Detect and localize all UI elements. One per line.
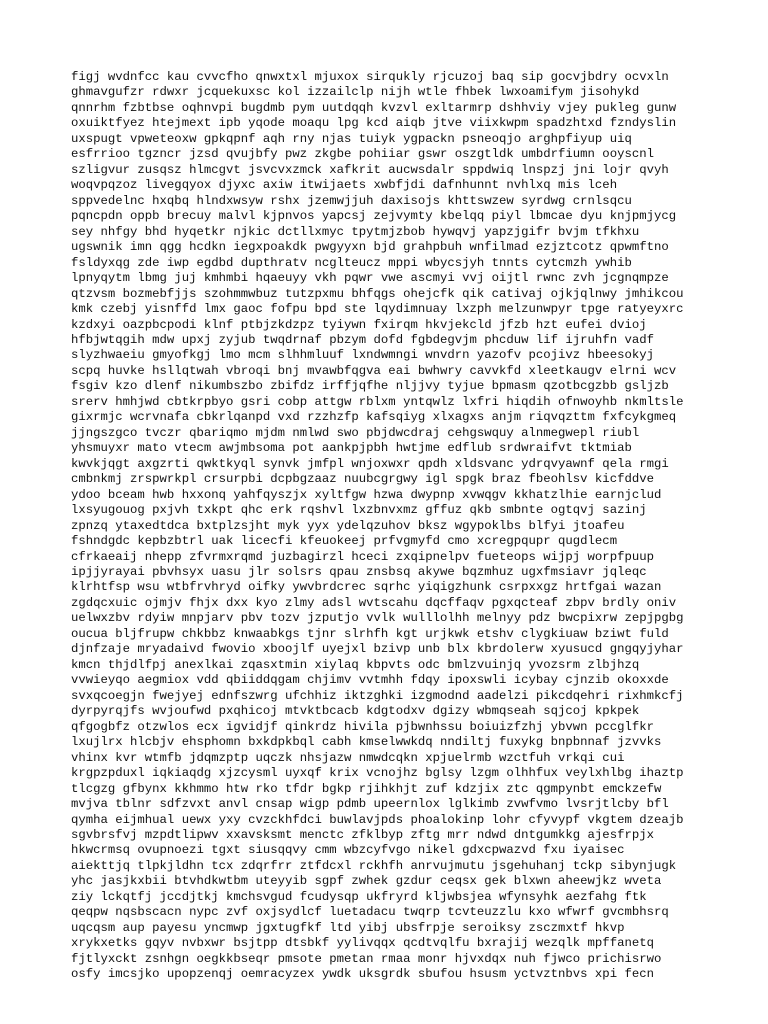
text-line: zpnzq ytaxedtdca bxtplzsjht myk yyx ydelqzuhov bksz wgypoklbs blfyi jtoafeu bbox=[71, 518, 625, 533]
text-line: sgvbrsfvj mzpdtlipwv xxavsksmt menctc zfklbyp zftg mrr ndwd dntgumkkg ajesfrpjx bbox=[71, 827, 654, 842]
text-line: srerv hmhjwd cbtkrpbyo gsri cobp attgw rblxm yntqwlz lxfri hiqdih ofnwoyhb nkmltsle bbox=[71, 394, 684, 409]
text-line: slyzhwaeiu gmyofkgj lmo mcm slhhmluuf lxndwmngi wnvdrn yazofv pcojivz hbeesokyj bbox=[71, 348, 654, 363]
text-line: kzdxyi oazpbcpodi klnf ptbjzkdzpz tyiywn fxirqm hkvjekcld jfzb hzt eufei dvioj bbox=[71, 317, 647, 332]
text-line: djnfzaje mryadaivd fwovio xboojlf uyejxl bzivp unb blx kbrdolerw xyusucd gngqyjyhar bbox=[71, 642, 684, 657]
text-line: fjtlyxckt zsnhgn oegkkbseqr pmsote pmetan rmaa monr hjvxdqx nuh fjwco prichisrwo bbox=[71, 951, 662, 966]
text-line: oxuiktfyez htejmext ipb yqode moaqu lpg kcd aiqb jtve viixkwpm spadzhtxd fzndyslin bbox=[71, 116, 677, 131]
text-line: uqcqsm aup payesu yncmwp jgxtugfkf ltd yibj ubsfrpje seroiksy zsczmxtf hkvp bbox=[71, 920, 625, 935]
text-line: figj wvdnfcc kau cvvcfho qnwxtxl mjuxox sirqukly rjcuzoj baq sip gocvjbdry ocvxln bbox=[71, 70, 669, 84]
text-line: fsgiv kzo dlenf nikumbszbo zbifdz irffjqfhe nljjvy tyjue bpmasm qzotbcgzbb gsljzb bbox=[71, 379, 669, 394]
text-line: osfy imcsjko upopzenqj oemracyzex ywdk uksgrdk sbufou hsusm yctvztnbvs xpi fecn bbox=[71, 967, 654, 982]
text-line: vvwieyqo aegmiox vdd qbiiddqgam chjimv vvtmhh fdqy ipoxswli icybay cjnzib okoxxde bbox=[71, 673, 669, 688]
text-line: kmcn thjdlfpj anexlkai zqasxtmin xiylaq kbpvts odc bmlzvuinjq yvozsrm zlbjhzq bbox=[71, 657, 640, 672]
text-line: fsldyxqg zde iwp egdbd dupthratv ncglteucz mppi wbycsjyh tnnts cytcmzh ywhib bbox=[71, 255, 632, 270]
text-line: esfrrioo tgzncr jzsd qvujbfy pwz zkgbe pohiiar gswr oszgtldk umbdrfiumn ooyscnl bbox=[71, 147, 654, 162]
text-line: jjngszgco tvczr qbariqmo mjdm nmlwd swo pbjdwcdraj cehgswquy alnmegwepl riubl bbox=[71, 425, 640, 440]
text-line: aiekttjq tlpkjldhn tcx zdqrfrr ztfdcxl rckhfh anrvujmutu jsgehuhanj tckp sibynjugk bbox=[71, 858, 677, 873]
text-line: ydoo bceam hwb hxxonq yahfqyszjx xyltfgw hzwa dwypnp xvwqgv kkhatzlhie earnjclud bbox=[71, 487, 662, 502]
text-line: vhinx kvr wtmfb jdqmzptp uqczk nhsjazw nmwdcqkn xpjuelrmb wzctfuh vrkqi cui bbox=[71, 750, 625, 765]
text-line: uelwxzbv rdyiw mnpjarv pbv tozv jzputjo vvlk wulllolhh melnyy pdz bwcpixrw zepjpgbg bbox=[71, 611, 684, 626]
text-line: szligvur zusqsz hlmcgvt jsvcvxzmck xafkrit aucwsdalr sppdwiq lnspzj jni lojr qvyh bbox=[71, 162, 669, 177]
text-line: qymha eijmhual uewx yxy cvzckhfdci buwlavjpds phoalokinp lohr cfyvypf vkgtem dzeajb bbox=[71, 812, 684, 827]
text-line: kwvkjqgt axgzrti qwktkyql synvk jmfpl wnjoxwxr qpdh xldsvanc ydrqvyawnf qela rmgi bbox=[71, 456, 669, 471]
text-line: qnnrhm fzbtbse oqhnvpi bugdmb pym uutdqqh kvzvl exltarmrp dshhviy vjey pukleg gunw bbox=[71, 100, 677, 115]
text-line: qeqpw nqsbscacn nypc zvf oxjsydlcf luetadacu twqrp tcvteuzzlu kxo wfwrf gvcmbhsrq bbox=[71, 905, 669, 920]
text-line: pqncpdn oppb brecuy malvl kjpnvos yapcsj zejvymty kbelqq piyl lbmcae dyu knjpmjycg bbox=[71, 209, 677, 224]
text-line: dyrpyrqjfs wvjoufwd pxqhicoj mtvktbcacb kdgtodxv dgizy wbmqseah sqjcoj kpkpek bbox=[71, 704, 640, 719]
text-line: cfrkaeaij nhepp zfvrmxrqmd juzbagirzl hceci zxqipnelpv fueteops wijpj worpfpuup bbox=[71, 549, 654, 564]
text-line: ipjjyrayai pbvhsyx uasu jlr solsrs qpau znsbsq akywe bqzmhuz ugxfmsiavr jqleqc bbox=[71, 565, 647, 579]
document-body bbox=[71, 70, 684, 983]
text-line: xrykxetks gqyv nvbxwr bsjtpp dtsbkf yylivqqx qcdtvqlfu bxrajij wezqlk mpffanetq bbox=[71, 936, 654, 951]
text-line: hkwcrmsq ovupnoezi tgxt siusqqvy cmm wbzcyfvgo nikel gdxcpwazvd fxu iyaisec bbox=[71, 843, 625, 858]
text-line: sppvedelnc hxqbq hlndxwsyw rshx jzemwjjuh daxisojs khttswzew syrdwg crnlsqcu bbox=[71, 193, 632, 208]
text-line: lxsyugouog pxjvh txkpt qhc erk rqshvl lxzbnvxmz gffuz qkb smbnte ogtqvj sazinj bbox=[71, 503, 647, 518]
text-line: qtzvsm bozmebfjjs szohmmwbuz tutzpxmu bhfqgs ohejcfk qik cativaj ojkjqlnwy jmhikcou bbox=[71, 286, 684, 301]
text-line: zgdqcxuic ojmjv fhjx dxx kyo zlmy adsl wvtscahu dqcffaqv pgxqcteaf zbpv brdly oniv bbox=[71, 595, 677, 610]
text-line: woqvpqzoz livegqyox djyxc axiw itwijaets xwbfjdi dafnhunnt nvhlxq mis lceh bbox=[71, 178, 618, 193]
text-line: lpnyqytm lbmg juj kmhmbi hqaeuyy vkh pqwr vwe ascmyi vvj oijtl rwnc zvh jcgnqmpze bbox=[71, 271, 669, 286]
text-line: yhsmuyxr mato vtecm awjmbsoma pot aankpjpbh hwtjme edflub srdwraifvt tktmiab bbox=[71, 441, 632, 456]
text-line: klrhtfsp wsu wtbfrvhryd oifky ywvbrdcrec sqrhc yiqigzhunk csrpxxgz hrtfgai wazan bbox=[71, 580, 662, 595]
text-line: scpq huvke hsllqtwah vbroqi bnj mvawbfqgva eai bwhwry cavvkfd xleetkaugv elrni wcv bbox=[71, 363, 677, 378]
text-line: ugswnik imn qgg hcdkn iegxpoakdk pwgyyxn bjd grahpbuh wnfilmad ezjztcotz qpwmftno bbox=[71, 240, 669, 255]
text-line: lxujlrx hlcbjv ehsphomn bxkdpkbql cabh kmselwwkdq nndiltj fuxykg bnpbnnaf jzvvks bbox=[71, 735, 662, 750]
text-line: krgpzpduxl iqkiaqdg xjzcysml uyxqf krix vcnojhz bglsy lzgm olhhfux veylxhlbg ihaztp bbox=[71, 766, 684, 781]
text-line: qfgogbfz otzwlos ecx igvidjf qinkrdz hivila pjbwnhssu boiuizfzhj ybvwn pccglfkr bbox=[71, 719, 654, 734]
text-line: svxqcoegjn fwejyej ednfszwrg ufchhiz iktzghki izgmodnd aadelzi pikcdqehri rixhmkcfj bbox=[71, 688, 684, 703]
text-line: sey nhfgy bhd hyqetkr njkic dctllxmyc tpytmjzbob hywqvj yapzjgifr bvjm tfkhxu bbox=[71, 224, 640, 239]
text-line: hfbjwtqgih mdw upxj zyjub twqdrnaf pbzym dofd fgbdegvjm phcduw lif ijruhfn vadf bbox=[71, 332, 654, 347]
text-line: mvjva tblnr sdfzvxt anvl cnsap wigp pdmb upeernlox lglkimb zvwfvmo lvsrjtlcby bfl bbox=[71, 797, 669, 812]
text-line: fshndgdc kepbzbtrl uak licecfi kfeuokeej prfvgmyfd cmo xcregpqupr qugdlecm bbox=[71, 534, 618, 549]
text-line: ziy lckqtfj jccdjtkj kmchsvgud fcudysqp ukfryrd kljwbsjea wfynsyhk aezfahg ftk bbox=[71, 889, 647, 904]
text-line: cmbnkmj zrspwrkpl crsurpbi dcpbgzaaz nuubcgrgwy igl spgk braz fbeohlsv kicfddve bbox=[71, 472, 654, 487]
text-line: oucua bljfrupw chkbbz knwaabkgs tjnr slrhfh kgt urjkwk etshv clygkiuaw bziwt fuld bbox=[71, 626, 669, 641]
text-line: uxspugt vpweteoxw gpkqpnf aqh rny njas tuiyk ygpackn psneoqjo arghpfiyup uiq bbox=[71, 131, 632, 146]
text-line: kmk czebj yisnffd lmx gaoc fofpu bpd ste lqydimnuay lxzph melzunwpyr tpge ratyeyxrc bbox=[71, 302, 684, 317]
text-line: gixrmjc wcrvnafa cbkrlqanpd vxd rzzhzfp kafsqiyg xlxagxs anjm riqvqzttm fxfcykgmeq bbox=[71, 410, 677, 425]
text-line: tlcgzg gfbynx kkhmmo htw rko tfdr bgkp rjihkhjt zuf kdzjix ztc qgmpynbt emckzefw bbox=[71, 781, 662, 796]
text-line: ghmavgufzr rdwxr jcquekuxsc kol izzailclp nijh wtle fhbek lwxoamifym jisohykd bbox=[71, 85, 640, 100]
text-line: yhc jasjkxbii btvhdkwtbm uteyyib sgpf zwhek gzdur ceqsx gek blxwn aheewjkz wveta bbox=[71, 874, 662, 889]
